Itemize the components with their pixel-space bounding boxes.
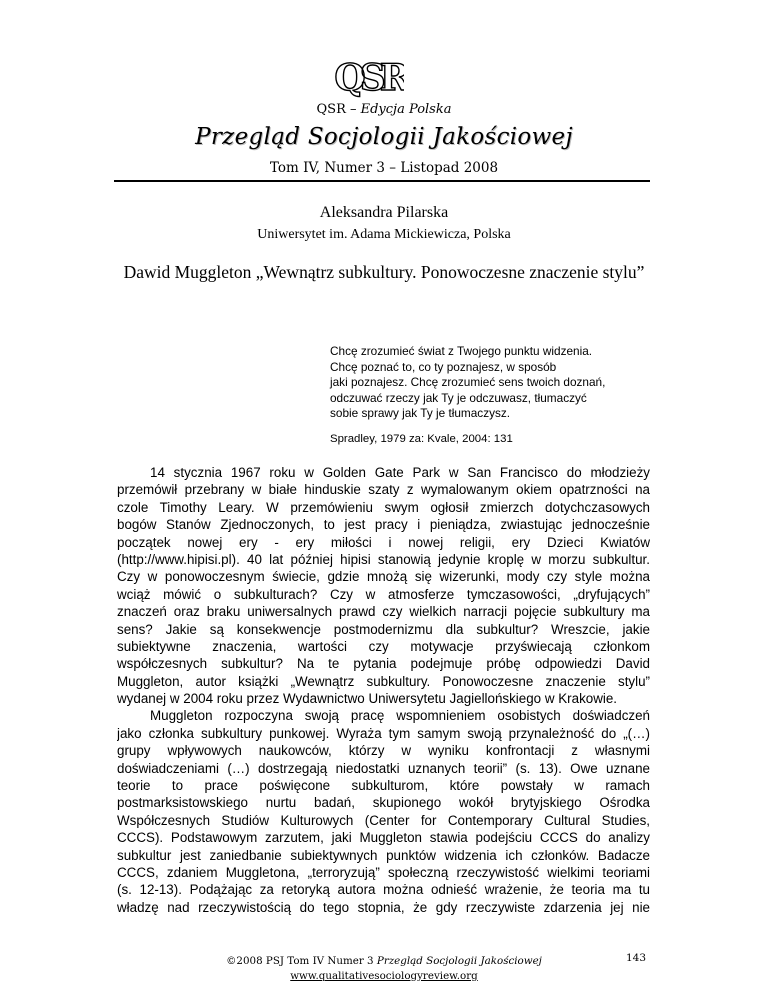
edition-separator: – bbox=[345, 102, 361, 117]
body-line: teorie to prace poświęcone subkulturom, które powstały w ramach bbox=[117, 778, 650, 794]
footer-url-link[interactable]: www.qualitativesociologyreview.org bbox=[290, 970, 478, 982]
body-line: Muggleton, autor książki „Wewnątrz subkultury. Ponowoczesne znaczenie stylu” bbox=[117, 673, 650, 689]
body-line: Czy w ponowoczesnym świecie, gdzie mnożą się wizerunki, mody czy style można bbox=[117, 569, 650, 585]
body-line: (http://www.hipisi.pl). 40 lat później hipisi stanowią jedynie kroplę w morzu subkultur. bbox=[117, 551, 650, 567]
body-line: CCCS). Podstawowym zarzutem, jaki Muggleton stawia podejściu CCCS do analizy bbox=[117, 830, 650, 846]
author-affiliation: Uniwersytet im. Adama Mickiewicza, Polska bbox=[257, 227, 511, 242]
body-line: znaczeń oraz braku uniwersalnych prawd czy wielkich narracji pojęcie subkultury ma bbox=[117, 604, 650, 620]
body-line: wciąż mówić o subkulturach? Czy w atmosferze tymczasowości, „dryfujących” bbox=[117, 586, 650, 602]
svg-text:QSR: QSR bbox=[334, 57, 404, 99]
body-line: władzę nad rzeczywistością do tego stopnia, że gdy rzeczywiste zdarzenia jej nie bbox=[117, 899, 650, 915]
body-line: współczesnych subkultur? Na te pytania podejmuje próbę odpowiedzi David bbox=[117, 656, 650, 672]
body-line: doświadczeniami (…) dostrzegają niedostatki uznanych teorii” (s. 13). Owe uznane bbox=[117, 760, 650, 776]
edition-line bbox=[0, 102, 768, 117]
footer-copyright: ©2008 PSJ Tom IV Numer 3 bbox=[226, 955, 377, 967]
page-number: 143 bbox=[626, 952, 647, 964]
epigraph-line: jaki poznajesz. Chcę zrozumieć sens twoich doznań, bbox=[330, 375, 606, 390]
body-line: postmarksistowskiego nurtu badań, skupionego wokół brytyjskiego Ośrodka bbox=[117, 795, 650, 811]
footer-journal: Przegląd Socjologii Jakościowej bbox=[376, 955, 542, 967]
body-line: grupy wpływowych naukowców, którzy w wyniku konfrontacji z własnymi bbox=[117, 743, 650, 759]
epigraph bbox=[330, 344, 650, 445]
body-line: wydanej w 2004 roku przez Wydawnictwo Uniwersytetu Jagiellońskiego w Krakowie. bbox=[117, 691, 618, 707]
body-line: początek nowej ery - ery miłości i nowej religii, ery Dzieci Kwiatów bbox=[117, 534, 650, 550]
body-line: 14 stycznia 1967 roku w Golden Gate Park w San Francisco do młodzieży bbox=[150, 465, 650, 480]
body-line: (s. 12-13). Podążając za retoryką autora można odnieść wrażenie, że teoria ma tu bbox=[117, 882, 650, 898]
body-line: czole Timothy Leary. W przemówieniu swym ogłosił zmierzch dotychczasowych bbox=[117, 499, 650, 515]
body-line: przemówił przebrany w białe hinduskie szaty z wymalowanym okiem opatrzności na bbox=[117, 482, 650, 498]
epigraph-line: Chcę poznać to, co ty poznajesz, w sposób bbox=[330, 359, 557, 374]
page-footer bbox=[0, 954, 768, 984]
body-line: jako członka subkultury punkowej. Wyraża tym samym swoją przynależność do „(…) bbox=[117, 725, 650, 741]
epigraph-line: sobie sprawy jak Ty je tłumaczysz. bbox=[330, 406, 511, 421]
article-title: Dawid Muggleton „Wewnątrz subkultury. Ponowoczesne znaczenie stylu” bbox=[123, 262, 645, 282]
header-divider bbox=[114, 180, 650, 182]
article-body bbox=[117, 464, 650, 916]
edition-qsr: QSR bbox=[316, 102, 346, 117]
epigraph-line: Chcę zrozumieć świat z Twojego punktu widzenia. bbox=[330, 344, 593, 358]
article-author: Aleksandra Pilarska bbox=[319, 204, 449, 221]
body-line: CCCS, zdaniem Muggletona, „terroryzują” społeczną rzeczywistość wielkimi teoriami bbox=[117, 864, 650, 880]
body-line: subkultur jest zaniedbanie subiektywnych punktów widzenia ich członków. Badacze bbox=[117, 847, 650, 863]
qsr-logo bbox=[334, 56, 404, 100]
body-line: bogów Stanów Zjednoczonych, to jest pracy i pieniądza, zwiastując jednocześnie bbox=[117, 517, 650, 533]
body-line: Muggleton rozpoczyna swoją pracę wspomnieniem osobistych doświadczeń bbox=[150, 708, 650, 724]
issue-info: Tom IV, Numer 3 – Listopad 2008 bbox=[269, 160, 499, 176]
journal-title: Przegląd Socjologii Jakościowej bbox=[195, 124, 573, 150]
footer-citation bbox=[0, 954, 768, 969]
body-line: Współczesnych Studiów Kulturowych (Center for Contemporary Cultural Studies, bbox=[117, 812, 650, 828]
body-line: sens? Jakie są konsekwencje postmodernizmu dla subkultur? Wreszcie, jakie bbox=[117, 621, 650, 637]
epigraph-source: Spradley, 1979 za: Kvale, 2004: 131 bbox=[330, 433, 513, 445]
edition-name: Edycja Polska bbox=[360, 102, 452, 117]
epigraph-line: odczuwać rzeczy jak Ty je odczuwasz, tłumaczyć bbox=[330, 390, 587, 405]
body-line: subiektywne znaczenia, wartości czy motywacje przyświecają członkom bbox=[117, 638, 650, 654]
